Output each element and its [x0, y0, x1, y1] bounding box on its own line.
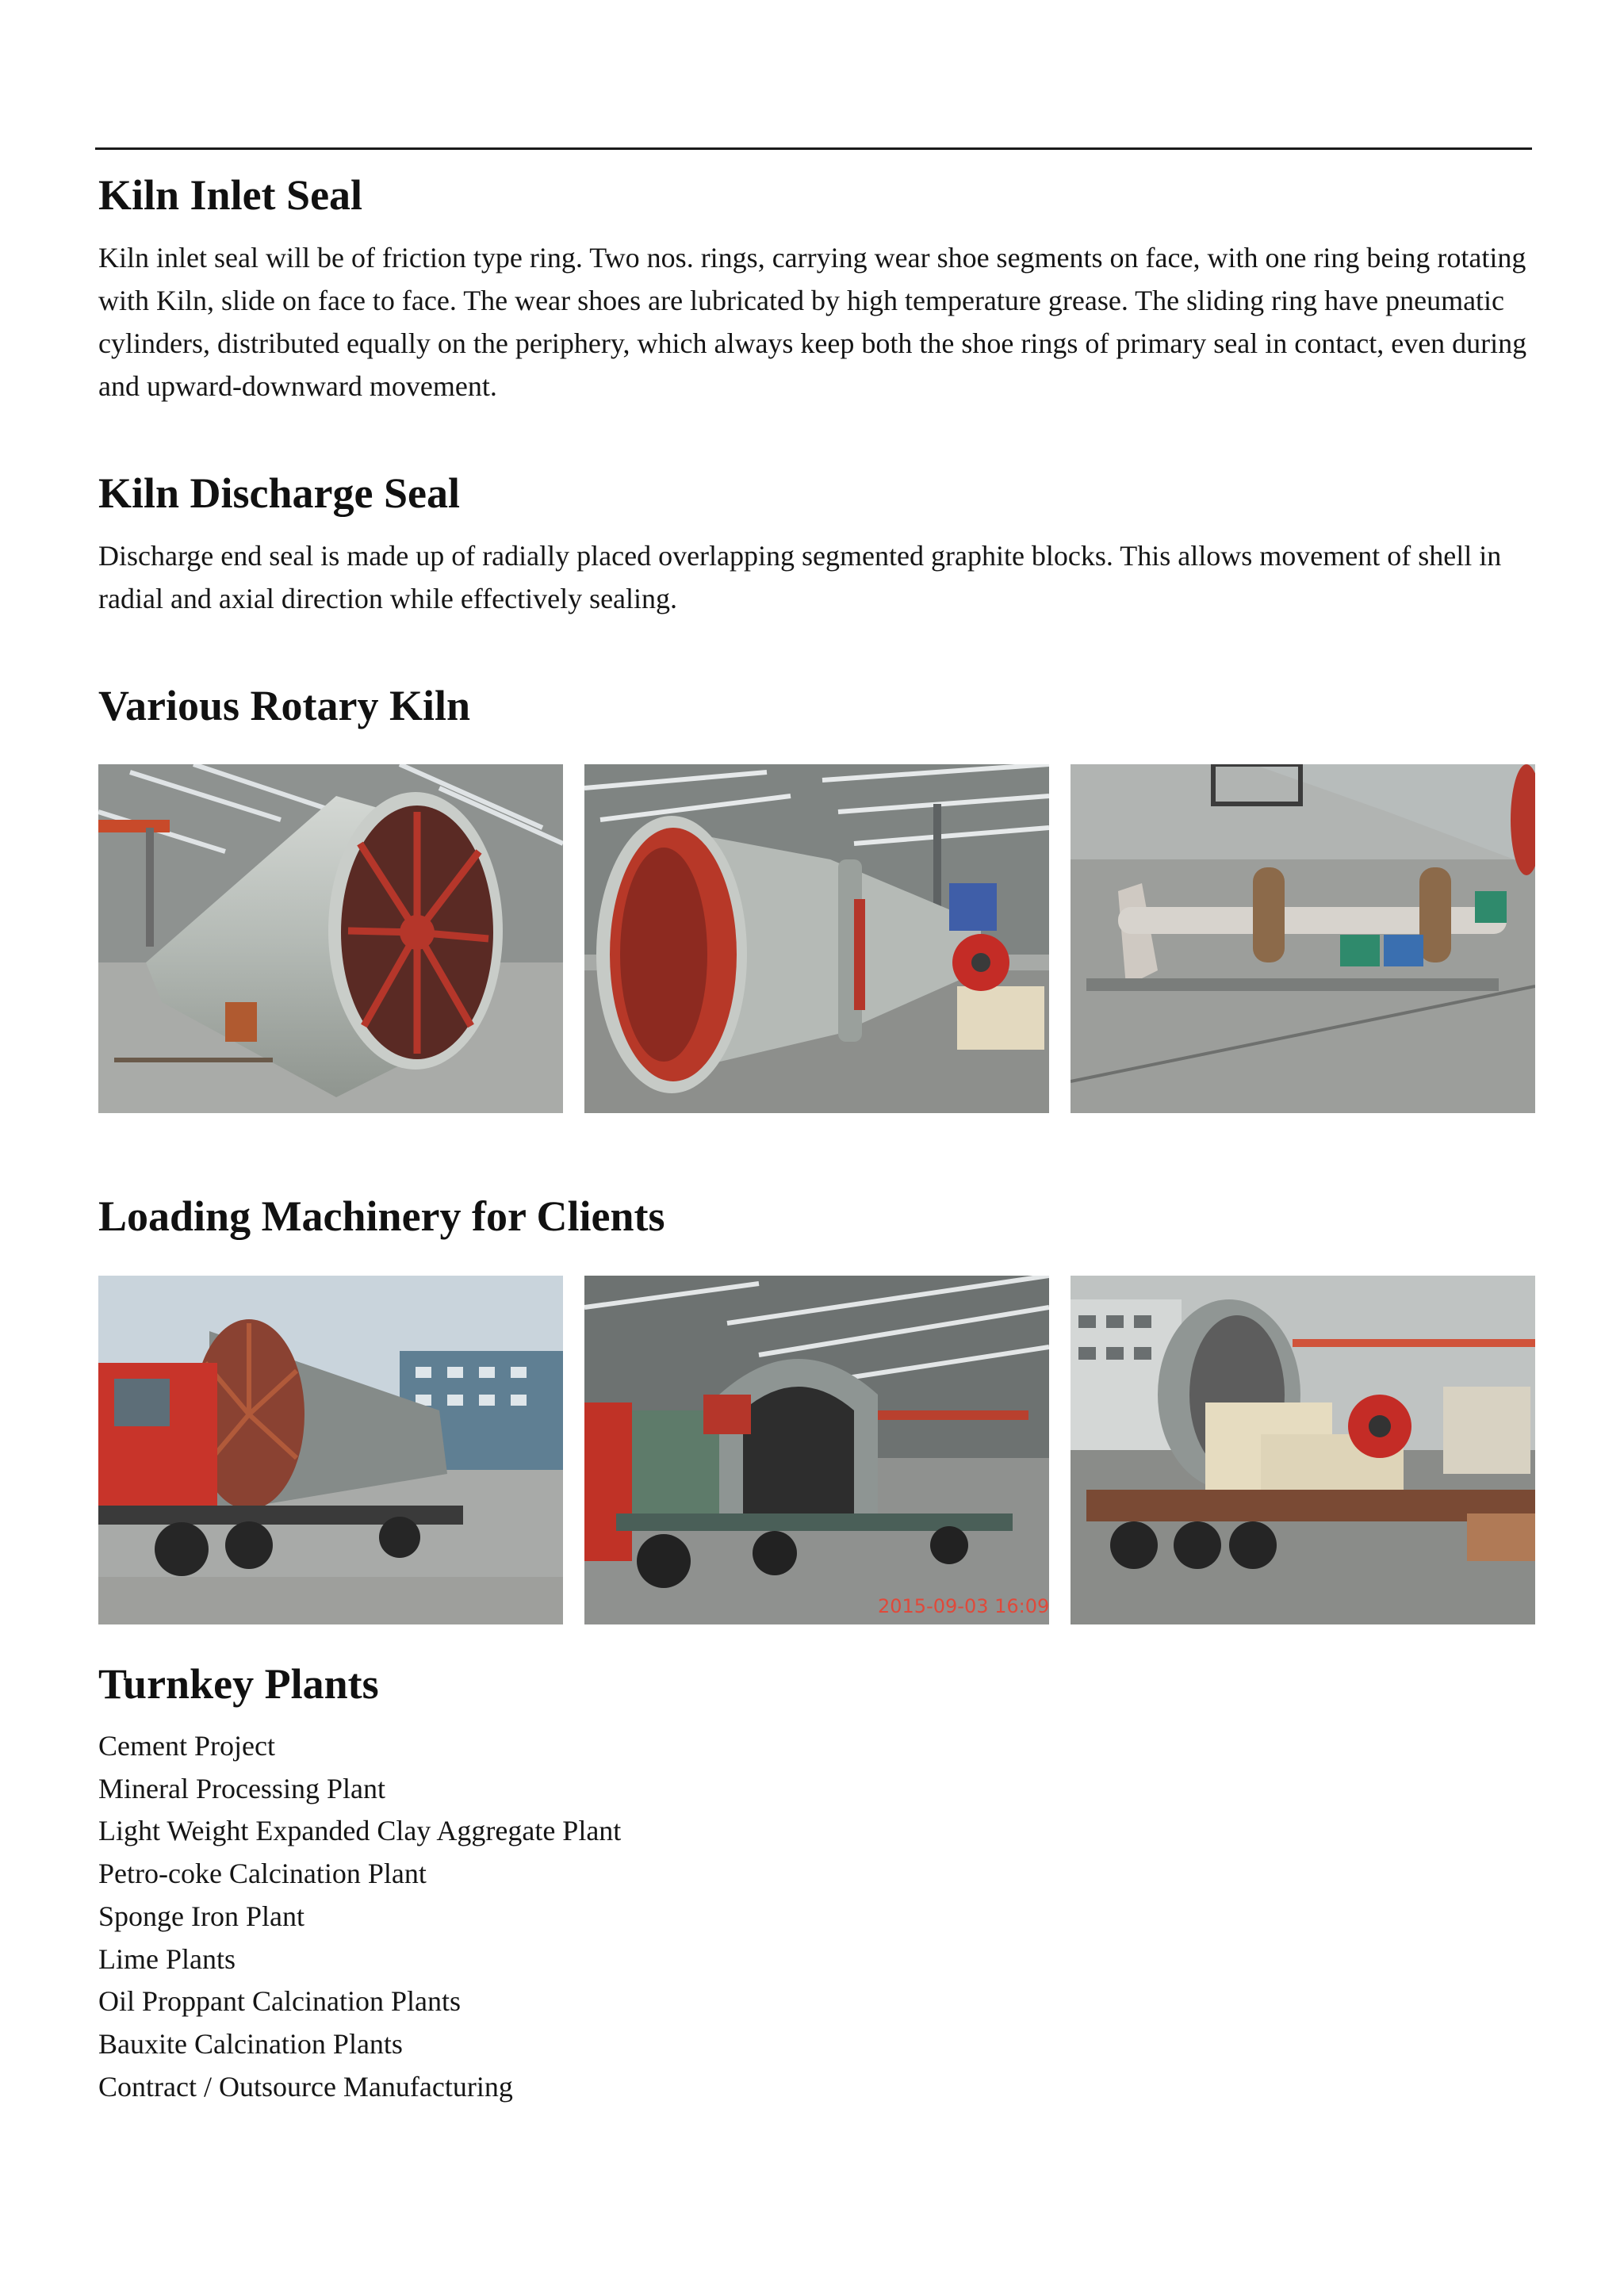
section-title-loading-machinery: Loading Machinery for Clients: [98, 1192, 665, 1240]
list-item: Oil Proppant Calcination Plants: [98, 1985, 461, 2018]
discharge-seal-description: Discharge end seal is made up of radially placed overlapping segmented graphite blocks. This allows movement of shell in radial and axial direction while effectively sealing.: [98, 540, 1502, 614]
truck-loading-photo: [584, 1276, 1049, 1624]
list-item: Light Weight Expanded Clay Aggregate Plant: [98, 1815, 622, 1847]
rotary-kiln-photo: [584, 764, 1049, 1113]
inlet-seal-description: Kiln inlet seal will be of friction type ring. Two nos. rings, carrying wear shoe segments on face, with one ring being rotating with Kiln, slide on face to face. The wear shoes are lubricated by high temperature grease. The sliding ring have pneumatic cylinders, distributed equally on the periphery, which always keep both the shoe rings of primary seal in contact, even during and upward-downward movement.: [98, 242, 1527, 402]
truck-with-kiln-shell-image: [98, 1276, 563, 1624]
truck-loading-photo: [1071, 1276, 1535, 1624]
list-item: Lime Plants: [98, 1942, 236, 1975]
section-title-various-kiln: Various Rotary Kiln: [98, 682, 471, 729]
truck-with-crusher-image: [1071, 1276, 1535, 1624]
section-title-turnkey-plants: Turnkey Plants: [98, 1660, 379, 1708]
list-item: Cement Project: [98, 1730, 275, 1762]
truck-loading-photo: [98, 1276, 563, 1624]
truck-with-kiln-hood-image: [584, 1276, 1049, 1624]
turnkey-plants-list: [98, 1725, 621, 2108]
section-title-inlet-seal: Kiln Inlet Seal: [98, 171, 363, 219]
photo-timestamp: 2015-09-03 16:09: [878, 1595, 1049, 1617]
rotary-kiln-open-end-image: [98, 764, 563, 1113]
list-item: Petro-coke Calcination Plant: [98, 1858, 427, 1890]
list-item: Sponge Iron Plant: [98, 1900, 304, 1932]
rotary-kiln-shaft-image: [1071, 764, 1535, 1113]
list-item: Bauxite Calcination Plants: [98, 2027, 403, 2060]
top-divider: [95, 147, 1532, 150]
list-item: Mineral Processing Plant: [98, 1772, 385, 1804]
loading-machinery-gallery: [98, 1276, 1535, 1624]
rotary-kiln-photo: [1071, 764, 1535, 1113]
section-title-discharge-seal: Kiln Discharge Seal: [98, 469, 460, 517]
rotary-kiln-photo: [98, 764, 563, 1113]
list-item: Contract / Outsource Manufacturing: [98, 2070, 513, 2103]
rotary-kiln-with-crusher-image: [584, 764, 1049, 1113]
rotary-kiln-gallery: [98, 764, 1535, 1113]
